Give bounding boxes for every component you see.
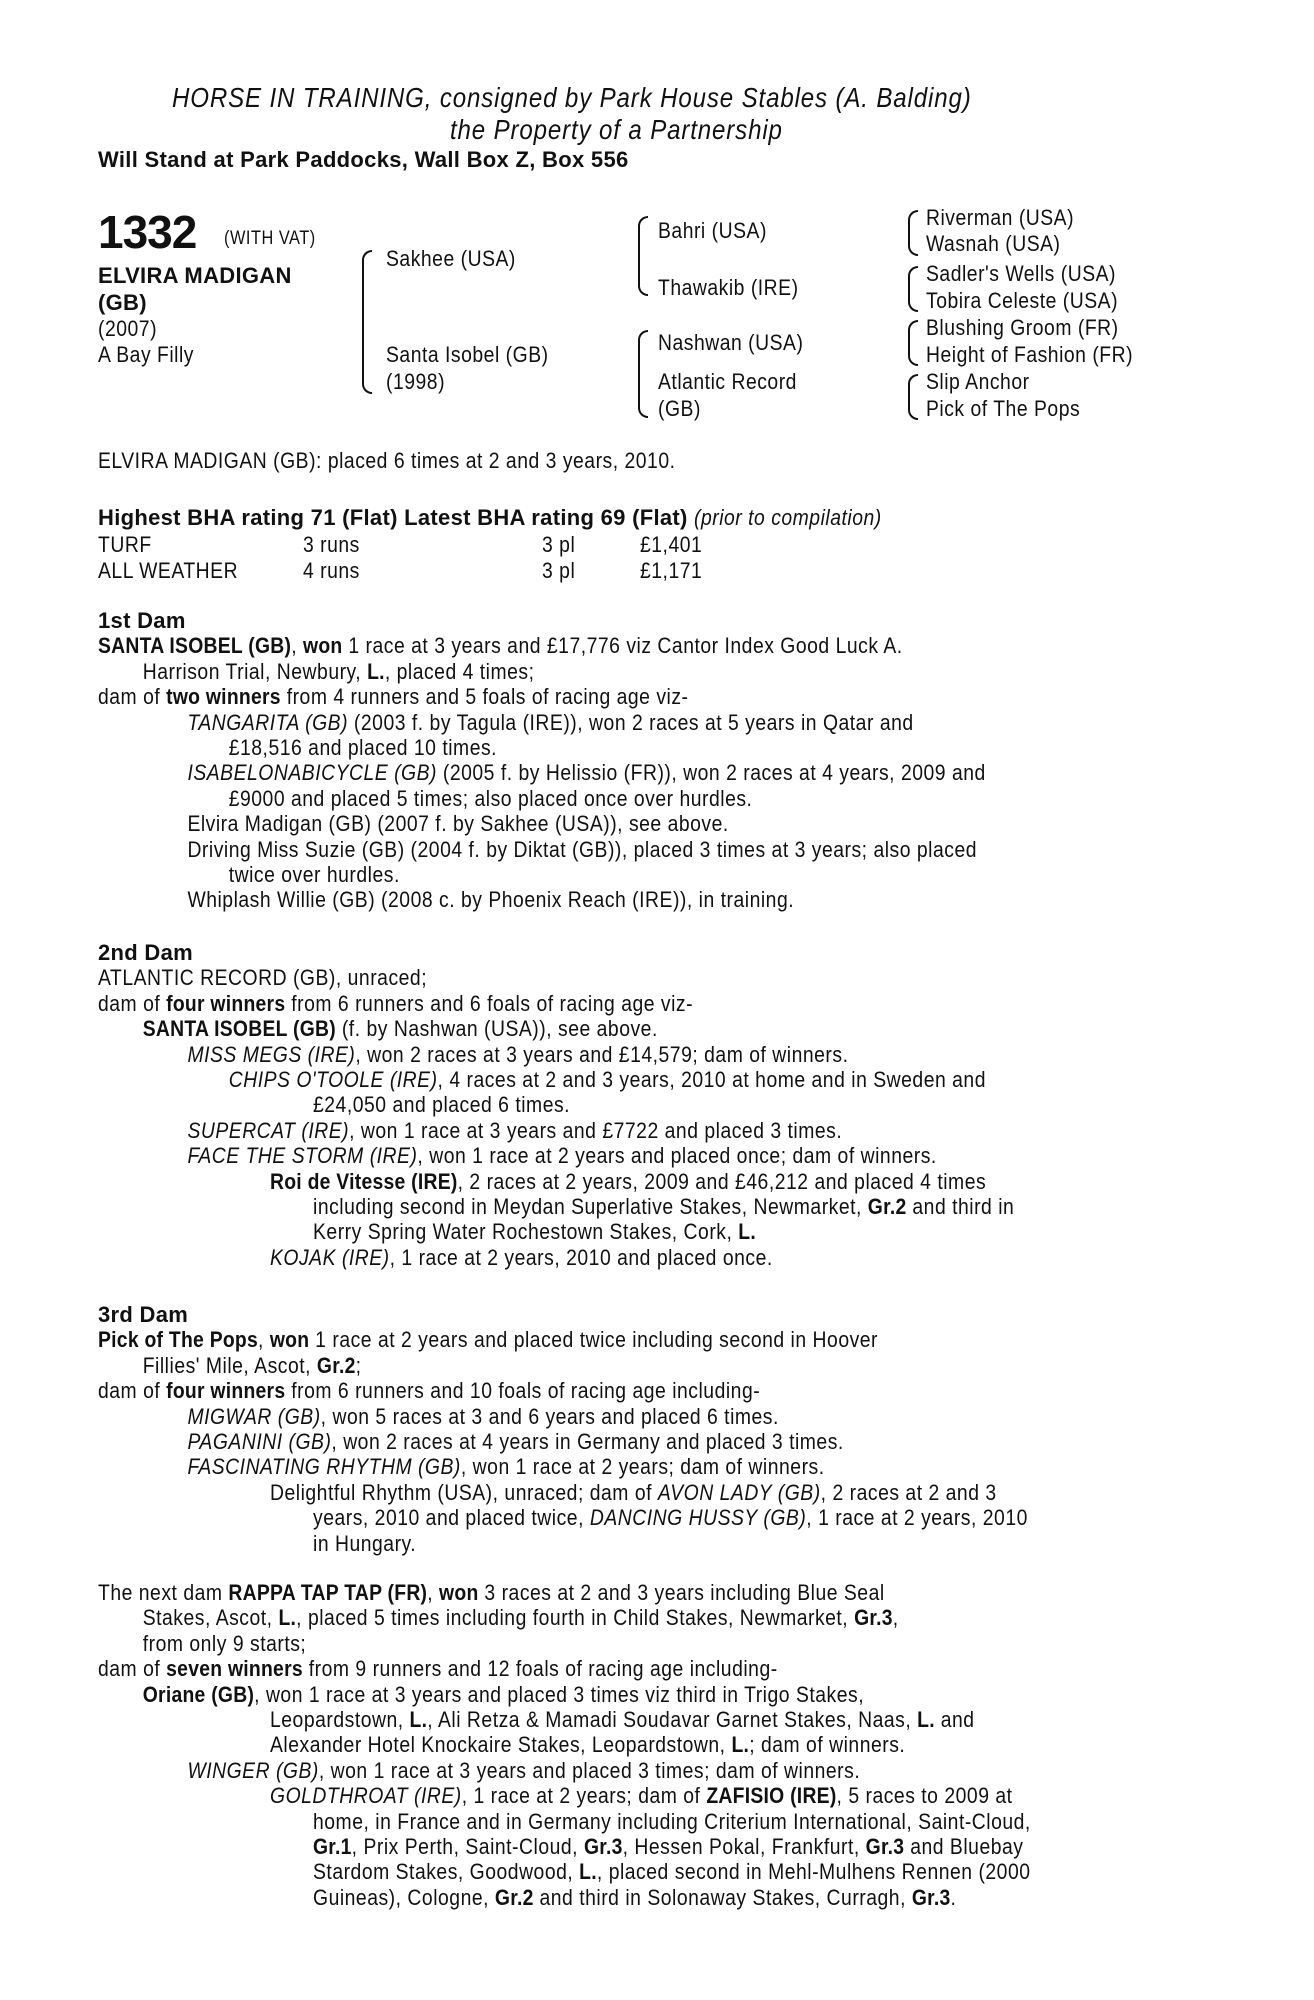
pedigree-ssd: Wasnah (USA) — [926, 231, 1061, 256]
pedigree-dss: Blushing Groom (FR) — [926, 315, 1119, 340]
pedigree-sire-sire: Bahri (USA) — [658, 218, 767, 243]
pedigree-sds: Sadler's Wells (USA) — [926, 261, 1117, 286]
header-location: Will Stand at Park Paddocks, Wall Box Z, Box 556 — [98, 147, 629, 172]
pedigree-dam-dam-country: (GB) — [658, 396, 701, 421]
pedigree-dsd: Height of Fashion (FR) — [926, 342, 1134, 367]
pedigree-sdd: Tobira Celeste (USA) — [926, 288, 1119, 313]
lot-number: 1332 — [98, 206, 197, 258]
pedigree-brace-dam — [638, 330, 648, 418]
pedigree-sire: Sakhee (USA) — [386, 246, 516, 271]
header-consignor: HORSE IN TRAINING, consigned by Park House Stables (A. Balding) — [172, 82, 972, 113]
ratings-line — [98, 505, 912, 531]
ratings-row-aw-runs: 4 runs — [303, 558, 360, 583]
ratings-bold: Highest BHA rating 71 (Flat) Latest BHA rating 69 (Flat) — [98, 505, 688, 530]
ratings-row-aw-surface: ALL WEATHER — [98, 558, 239, 583]
pedigree-ddd: Pick of The Pops — [926, 396, 1081, 421]
horse-description: A Bay Filly — [98, 342, 195, 367]
header-property: the Property of a Partnership — [450, 114, 783, 145]
ratings-row-aw-placed: 3 pl — [542, 558, 576, 583]
second-dam-heading: 2nd Dam — [98, 940, 194, 965]
first-dam-heading: 1st Dam — [98, 608, 186, 633]
horse-country: (GB) — [98, 290, 147, 315]
pedigree-dam-year: (1998) — [386, 369, 446, 394]
pedigree-brace-main — [362, 250, 372, 394]
pedigree-dam: Santa Isobel (GB) — [386, 342, 549, 367]
pedigree-brace-ss — [908, 210, 918, 256]
race-summary: ELVIRA MADIGAN (GB): placed 6 times at 2 and 3 years, 2010. — [98, 448, 676, 473]
pedigree-brace-ds — [908, 320, 918, 366]
first-dam-section: 1st Dam SANTA ISOBEL (GB), won 1 race at 3 years and £17,776 viz Cantor Index Good Luck A. Harrison Trial, Newbury, L., placed 4 times; dam of two winners from 4 runners and 5 foals of racing age viz- TANGARITA (GB) (2003 f. by Tagula (IRE)), won 2 races at 5 years in Qatar and £18,516 and placed 10 times. ISABELONABICYCLE (GB) (2005 f. by Helissio (FR)), won 2 races at 4 years, 2009 and £9000 and placed 5 times; also placed once over hurdles. Elvira Madigan (GB) (2007 f. by Sakhee (USA)), see above. Driving Miss Suzie (GB) (2004 f. by Diktat (GB)), placed 3 times at 3 years; also placed twice over hurdles. Whiplash Willie (GB) (2008 c. by Phoenix Reach (IRE)), in training. — [98, 608, 1130, 913]
pedigree-sire-dam: Thawakib (IRE) — [658, 275, 799, 300]
horse-name: ELVIRA MADIGAN — [98, 263, 292, 288]
pedigree-brace-sire — [638, 216, 648, 296]
next-dam-section: The next dam RAPPA TAP TAP (FR), won 3 races at 2 and 3 years including Blue Seal Stakes, Ascot, L., placed 5 times including fourth in Child Stakes, Newmarket, Gr.3, from only 9 starts; dam of seven winners from 9 runners and 12 foals of racing age including- Oriane (GB), won 1 race at 3 years and placed 3 times viz third in Trigo Stakes, Leopardstown, L., Ali Retza & Mamadi Soudavar Garnet Stakes, Naas, L. and Alexander Hotel Knockaire Stakes, Leopardstown, L.; dam of winners. WINGER (GB), won 1 race at 3 years and placed 3 times; dam of winners. GOLDTHROAT (IRE), 1 race at 2 years; dam of ZAFISIO (IRE), 5 races to 2009 at home, in France and in Germany including Criterium International, Saint-Cloud, Gr.1, Prix Perth, Saint-Cloud, Gr.3, Hessen Pokal, Frankfurt, Gr.3 and Bluebay Stardom Stakes, Goodwood, L., placed second in Mehl-Mulhens Rennen (2000 Guineas), Cologne, Gr.2 and third in Solonaway Stakes, Curragh, Gr.3. — [98, 1580, 1031, 1910]
ratings-row-aw-money: £1,171 — [640, 558, 703, 583]
second-dam-section: 2nd Dam ATLANTIC RECORD (GB), unraced; dam of four winners from 6 runners and 6 foals of racing age viz- SANTA ISOBEL (GB) (f. by Nashwan (USA)), see above. MISS MEGS (IRE), won 2 races at 3 years and £14,579; dam of winners. CHIPS O'TOOLE (IRE), 4 races at 2 and 3 years, 2010 at home and in Sweden and £24,050 and placed 6 times. SUPERCAT (IRE), won 1 race at 3 years and £7722 and placed 3 times. FACE THE STORM (IRE), won 1 race at 2 years and placed once; dam of winners. Roi de Vitesse (IRE), 2 races at 2 years, 2009 and £46,212 and placed 4 times including second in Meydan Superlative Stakes, Newmarket, Gr.2 and third in Kerry Spring Water Rochestown Stakes, Cork, L. KOJAK (IRE), 1 race at 2 years, 2010 and placed once. — [98, 940, 1164, 1270]
third-dam-section: 3rd Dam Pick of The Pops, won 1 race at 2 years and placed twice including second in Hoover Fillies' Mile, Ascot, Gr.2; dam of four winners from 6 runners and 10 foals of racing age including- MIGWAR (GB), won 5 races at 3 and 6 years and placed 6 times. PAGANINI (GB), won 2 races at 4 years in Germany and placed 3 times. FASCINATING RHYTHM (GB), won 1 race at 2 years; dam of winners. Delightful Rhythm (USA), unraced; dam of AVON LADY (GB), 2 races at 2 and 3 years, 2010 and placed twice, DANCING HUSSY (GB), 1 race at 2 years, 2010 in Hungary. — [98, 1302, 1179, 1556]
ratings-row-turf-runs: 3 runs — [303, 532, 360, 557]
pedigree-brace-dd — [908, 374, 918, 420]
lot-vat: (WITH VAT) — [224, 228, 316, 249]
pedigree-dam-sire: Nashwan (USA) — [658, 330, 804, 355]
ratings-note: (prior to compilation) — [693, 505, 882, 530]
horse-year: (2007) — [98, 316, 158, 341]
first-dam-name: SANTA ISOBEL (GB) — [98, 633, 292, 659]
ratings-row-turf-surface: TURF — [98, 532, 152, 557]
pedigree-dds: Slip Anchor — [926, 369, 1030, 394]
ratings-row-turf-money: £1,401 — [640, 532, 703, 557]
pedigree-sss: Riverman (USA) — [926, 205, 1075, 230]
third-dam-heading: 3rd Dam — [98, 1302, 189, 1327]
pedigree-brace-sd — [908, 266, 918, 312]
ratings-row-turf-placed: 3 pl — [542, 532, 576, 557]
pedigree-dam-dam: Atlantic Record — [658, 369, 797, 394]
